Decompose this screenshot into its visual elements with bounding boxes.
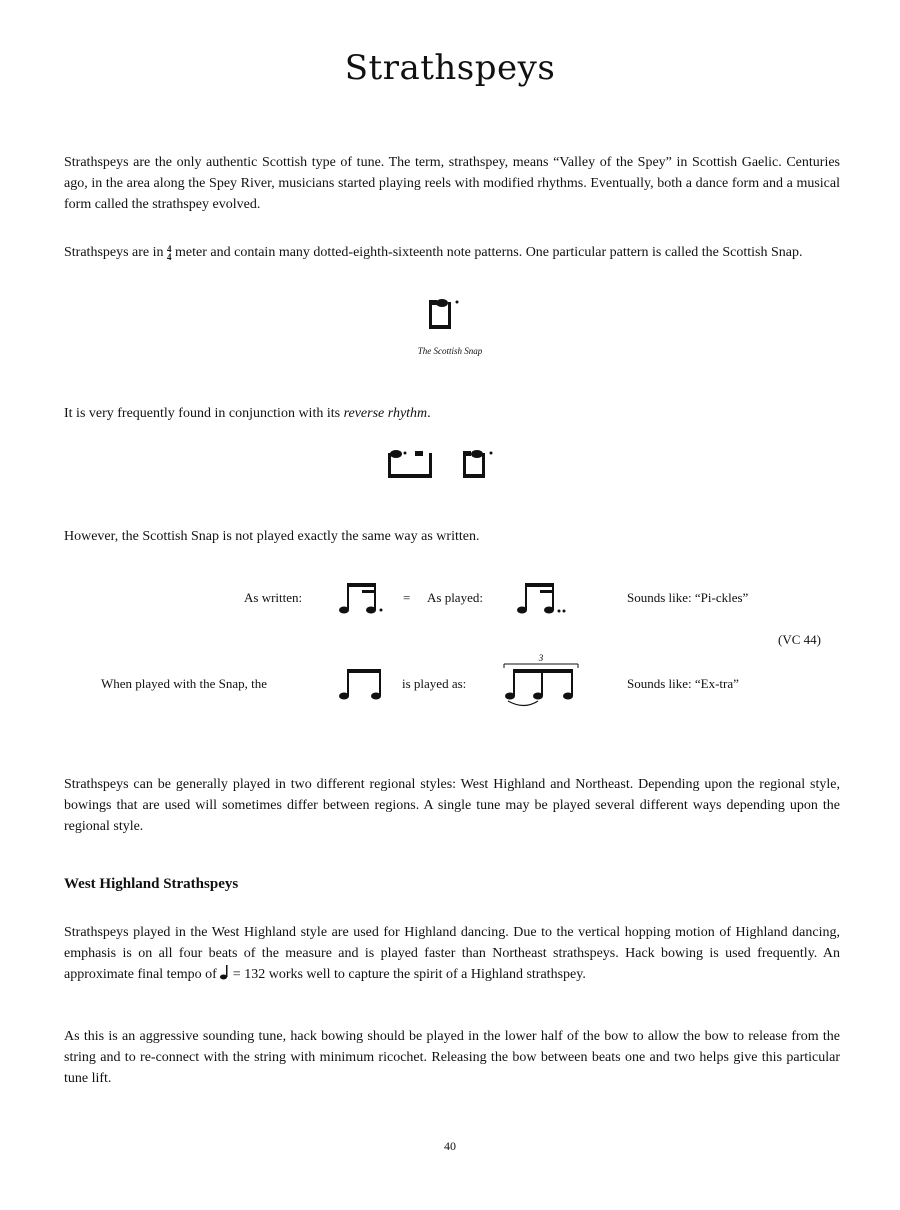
reverse-text-before: It is very frequently found in conjunction with its bbox=[64, 406, 344, 421]
meter-text-after: meter and contain many dotted-eighth-sixteenth note patterns. One particular pattern is called the Scottish Snap. bbox=[175, 245, 803, 260]
triplet-notation bbox=[498, 654, 584, 710]
is-played-as-label: is played as: bbox=[402, 676, 467, 691]
west-text-after: works well to capture the spirit of a Highland strathspey. bbox=[268, 967, 586, 982]
aggressive-paragraph: As this is an aggressive sounding tune, hack bowing should be played in the lower half of the bow to allow the bow to release from the string and to re-connect with the string with minimum ricochet. Releasing the bow between beats one and two helps give this particular tune lift. bbox=[64, 1029, 840, 1086]
reverse-rhythm-notation bbox=[385, 448, 515, 482]
written-rhythm-notation bbox=[336, 580, 386, 616]
time-signature-bottom: 4 bbox=[167, 251, 172, 262]
meter-text-before: Strathspeys are in bbox=[64, 245, 164, 260]
vc-reference: (VC 44) bbox=[778, 632, 821, 647]
time-signature-top: 4 bbox=[167, 243, 172, 254]
as-written-label: As written: bbox=[244, 590, 303, 605]
sounds-like-extra: Sounds like: “Ex-tra” bbox=[627, 676, 739, 691]
played-rhythm-notation bbox=[514, 580, 570, 616]
reverse-text-after: . bbox=[427, 406, 431, 421]
page-title: Strathspeys bbox=[344, 48, 556, 88]
triplet-number: 3 bbox=[538, 654, 544, 663]
even-eighths-notation bbox=[336, 664, 386, 702]
intro-paragraph: Strathspeys are the only authentic Scottish type of tune. The term, strathspey, means “Valley of the Spey” in Scottish Gaelic. Centuries ago, in the area along the Spey River, musicians started playing reels with modified rhythms. Eventually, both a dance form and a musical form called the strathspey evolved. bbox=[64, 155, 840, 212]
scottish-snap-notation bbox=[424, 296, 480, 336]
reverse-rhythm-paragraph bbox=[64, 403, 840, 424]
when-played-label: When played with the Snap, the bbox=[101, 676, 268, 691]
quarter-note-icon bbox=[220, 964, 229, 980]
equals-sign: = bbox=[403, 590, 411, 605]
snap-caption: The Scottish Snap bbox=[417, 346, 483, 356]
styles-paragraph: Strathspeys can be generally played in two different regional styles: West Highland and Northeast. Depending upon the regional style, bowings that are used will sometimes differ between regions. A single tune may be played several different ways depending upon the regional style. bbox=[64, 777, 840, 834]
as-played-label: As played: bbox=[427, 590, 483, 605]
west-highland-heading: West Highland Strathspeys bbox=[64, 876, 239, 892]
meter-paragraph bbox=[64, 242, 840, 263]
sounds-like-pickles: Sounds like: “Pi-ckles” bbox=[627, 590, 749, 605]
tempo-value: = 132 bbox=[232, 967, 266, 982]
time-signature bbox=[167, 245, 172, 261]
however-paragraph: However, the Scottish Snap is not played exactly the same way as written. bbox=[64, 529, 480, 544]
reverse-text-emphasis: reverse rhythm bbox=[343, 406, 428, 421]
west-highland-paragraph bbox=[64, 922, 840, 985]
west-text-before: Strathspeys played in the West Highland style are used for Highland dancing. Due to the vertical hopping motion of Highland dancing, emphasis is on all four beats of the measure and is played faster than Northeast strathspeys. Hack bowing is used frequently. An approximate final tempo of bbox=[64, 925, 840, 982]
page-number: 40 bbox=[444, 1139, 456, 1153]
